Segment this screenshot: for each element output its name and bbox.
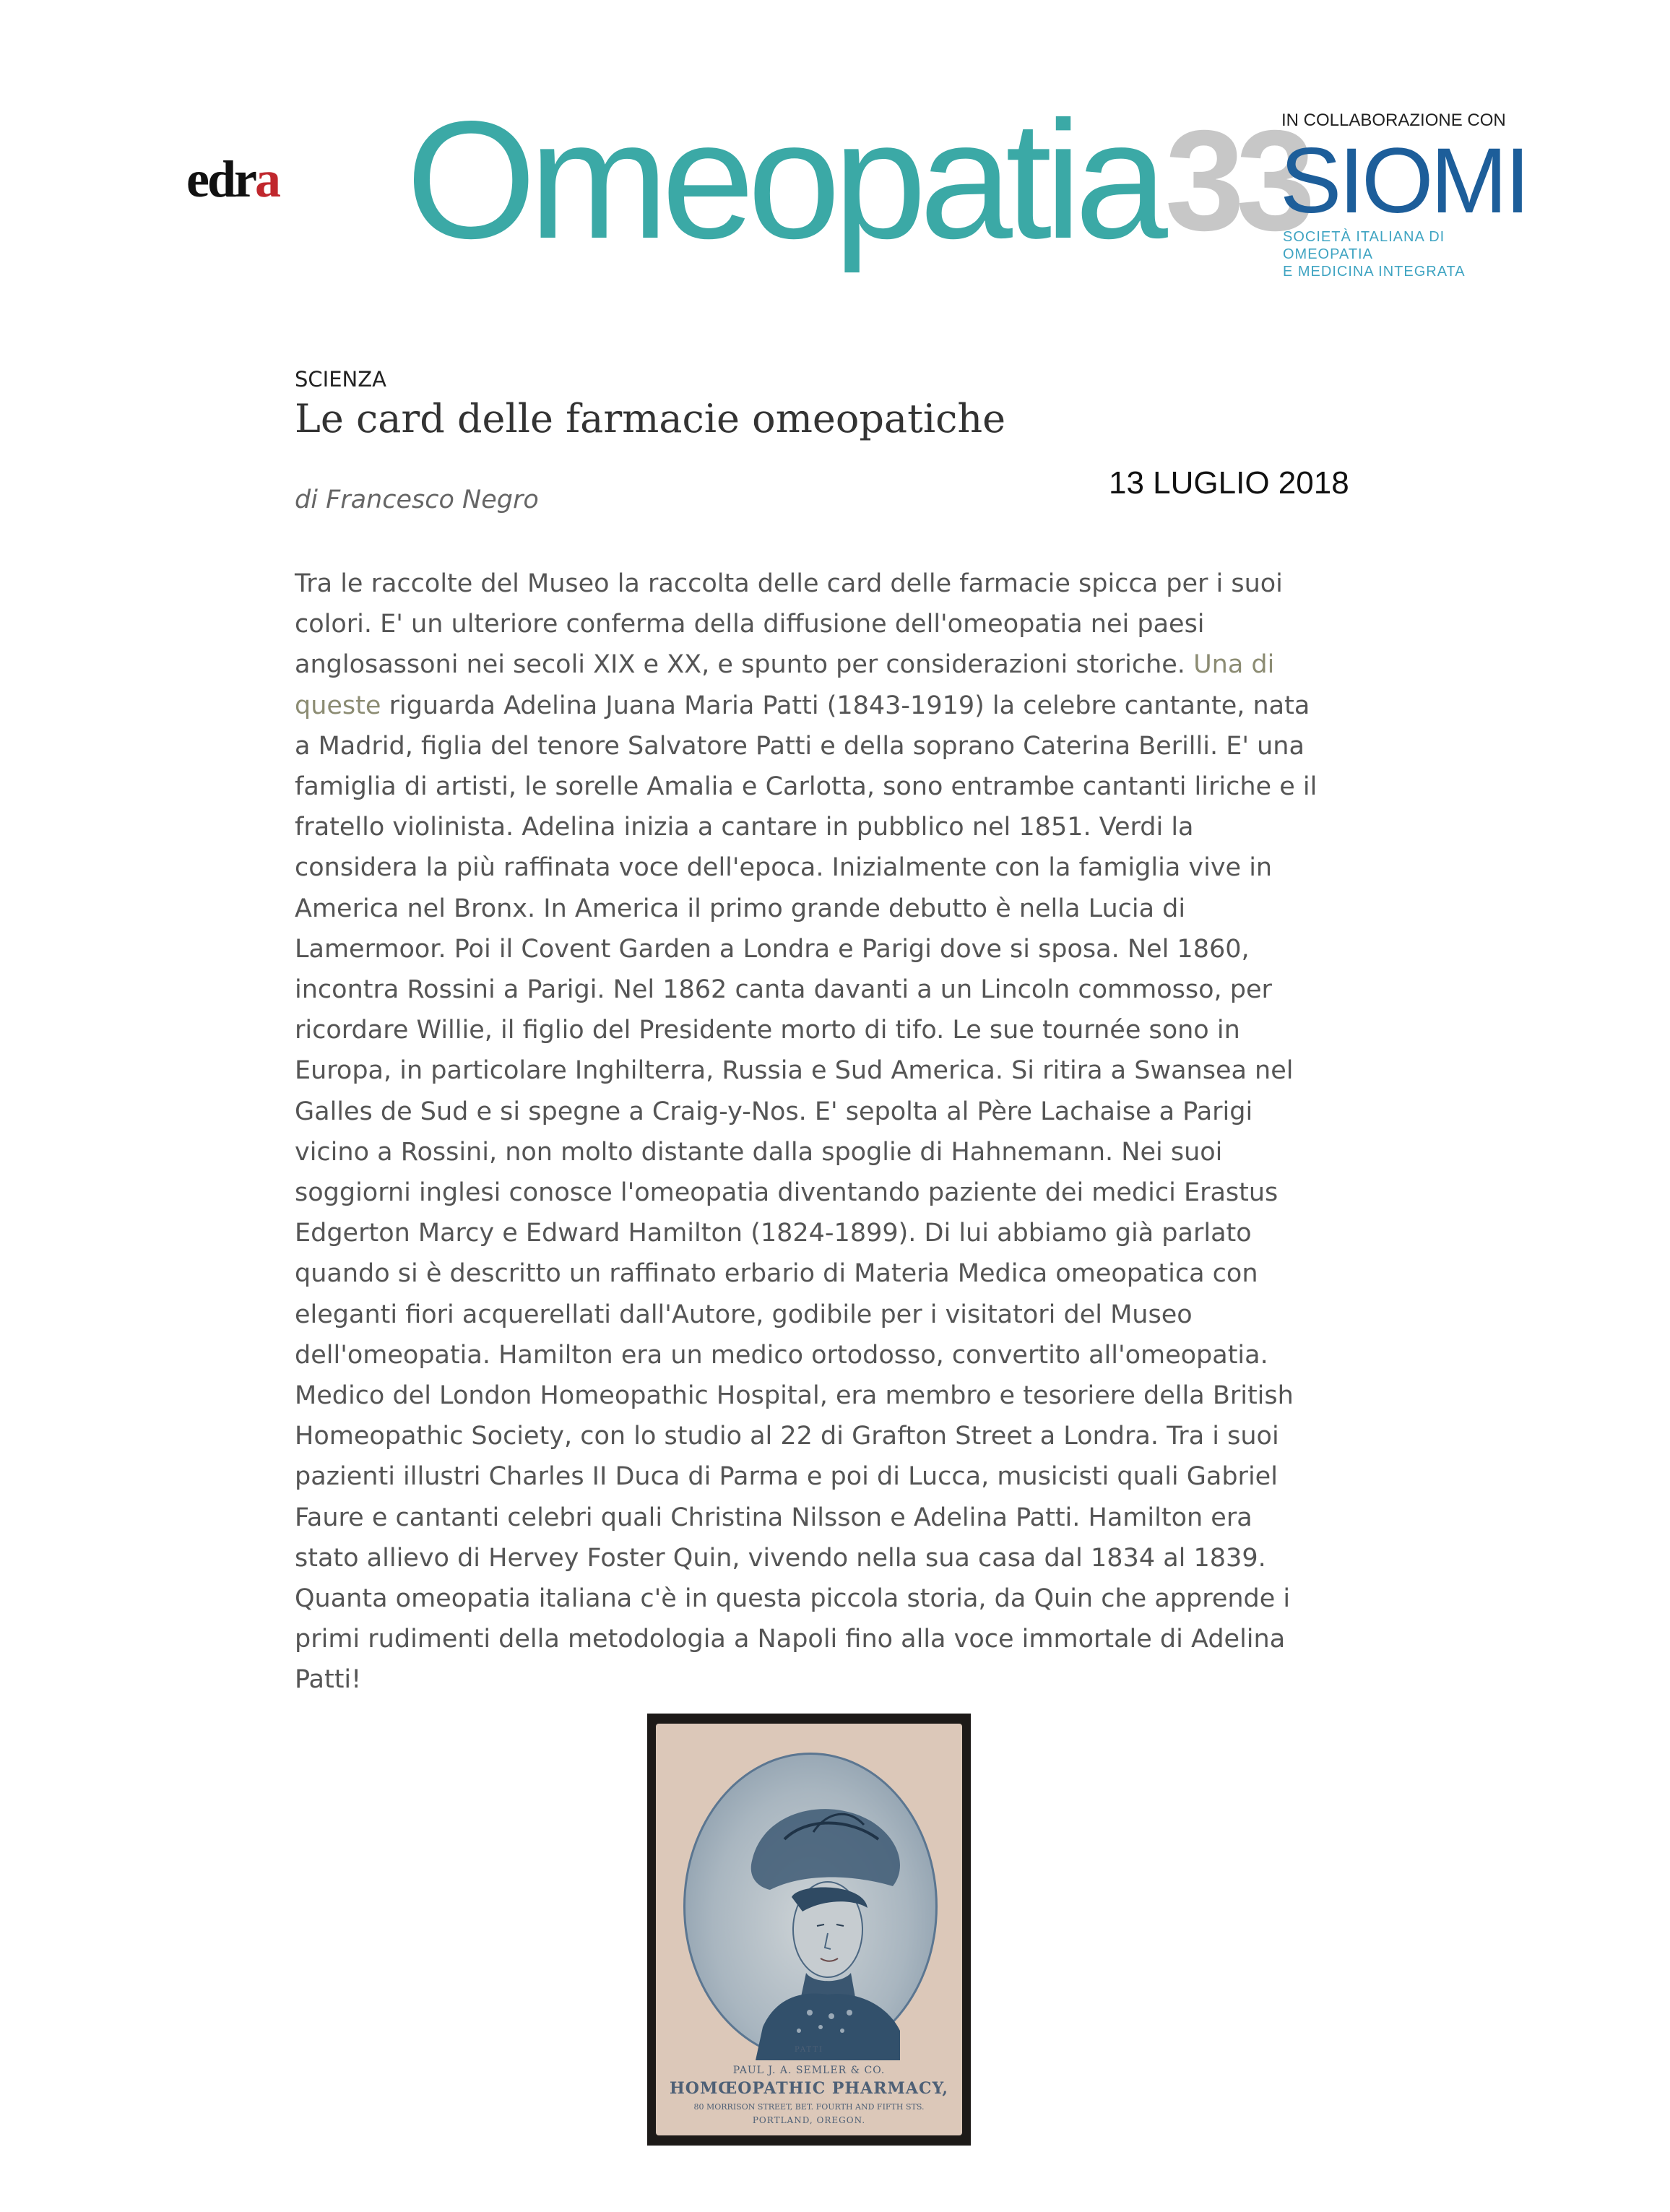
body-line: eleganti fiori acquerellati dall'Autore, godibile per i visitatori del Museo [295, 1300, 1193, 1329]
body-line: fratello violinista. Adelina inizia a cantare in pubblico nel 1851. Verdi la [295, 813, 1194, 842]
masthead-logo[interactable] [406, 87, 1307, 282]
body-line: incontra Rossini a Parigi. Nel 1862 canta davanti a un Lincoln commosso, per [295, 975, 1272, 1005]
partner-subtitle-line2: E MEDICINA INTEGRATA [1283, 264, 1466, 280]
card-pharmacy-city: PORTLAND, OREGON. [752, 2115, 866, 2125]
body-line: stato allievo di Hervey Foster Quin, vivendo nella sua casa dal 1834 al 1839. [295, 1543, 1266, 1573]
article-title: Le card delle farmacie omeopatiche [295, 396, 1006, 441]
body-line: Patti! [295, 1665, 362, 1695]
body-line: colori. E' un ulteriore conferma della diffusione dell'omeopatia nei paesi [295, 610, 1205, 639]
body-line: pazienti illustri Charles II Duca di Parma e poi di Lucca, musicisti quali Gabriel [295, 1462, 1278, 1492]
body-line: soggiorni inglesi conosce l'omeopatia diventando paziente dei medici Erastus [295, 1178, 1279, 1208]
card-pharmacy-address: 80 MORRISON STREET, BET. FOURTH AND FIFTH STS. [693, 2102, 925, 2112]
body-line-text: anglosassoni nei secoli XIX e XX, e spunto per considerazioni storiche. [295, 650, 1185, 680]
partner-subtitle [1283, 228, 1528, 280]
body-line: Europa, in particolare Inghilterra, Russia e Sud America. Si ritira a Swansea nel [295, 1056, 1294, 1086]
pharmacy-card-image [647, 1714, 971, 2146]
partner-logo[interactable]: SIOMI [1280, 129, 1528, 233]
body-line: quando si è descritto un raffinato erbario di Materia Medica omeopatica con [295, 1259, 1258, 1289]
article-date: 13 LUGLIO 2018 [1109, 465, 1349, 501]
article-author: di Francesco Negro [295, 485, 539, 514]
body-line: Galles de Sud e si spegne a Craig-y-Nos. E' sepolta al Père Lachaise a Parigi [295, 1097, 1253, 1126]
article-link-part1[interactable]: Una di [1193, 650, 1275, 680]
body-line: a Madrid, figlia del tenore Salvatore Patti e della soprano Caterina Berilli. E' una [295, 731, 1305, 761]
body-line: primi rudimenti della metodologia a Napoli fino alla voce immortale di Adelina [295, 1625, 1286, 1654]
body-line: Faure e cantanti celebri quali Christina Nilsson e Adelina Patti. Hamilton era [295, 1503, 1252, 1532]
body-line: vicino a Rossini, non molto distante dalla spoglie di Hahnemann. Nei suoi [295, 1137, 1223, 1167]
publisher-logo [186, 150, 279, 208]
collaboration-label: IN COLLABORAZIONE CON [1281, 111, 1506, 130]
card-pharmacy-owner: PAUL J. A. SEMLER & CO. [732, 2065, 886, 2076]
article-section: SCIENZA [295, 367, 386, 392]
publisher-logo-accent: a [254, 150, 279, 208]
card-pharmacy-name: HOMŒOPATHIC PHARMACY, [670, 2079, 948, 2098]
body-line: America nel Bronx. In America il primo grande debutto è nella Lucia di [295, 894, 1186, 923]
card-caption-name: PATTI [795, 2046, 823, 2054]
body-line: Medico del London Homeopathic Hospital, era membro e tesoriere della British [295, 1381, 1294, 1411]
portrait-illustration [683, 1753, 938, 2060]
body-line: ricordare Willie, il figlio del Presidente morto di tifo. Le sue tournée sono in [295, 1016, 1240, 1045]
card-surface [656, 1724, 962, 2135]
body-line: considera la più raffinata voce dell'epoca. Inizialmente con la famiglia vive in [295, 853, 1273, 883]
masthead-word: Omeopatia [406, 87, 1161, 274]
body-line: Quanta omeopatia italiana c'è in questa piccola storia, da Quin che apprende i [295, 1584, 1291, 1614]
body-line: Tra le raccolte del Museo la raccolta delle card delle farmacie spicca per i suoi [295, 569, 1283, 598]
body-line: Edgerton Marcy e Edward Hamilton (1824-1899). Di lui abbiamo già parlato [295, 1219, 1252, 1248]
body-line: Lamermoor. Poi il Covent Garden a Londra e Parigi dove si sposa. Nel 1860, [295, 934, 1250, 964]
article-body [295, 563, 1407, 1701]
body-line: dell'omeopatia. Hamilton era un medico ortodosso, convertito all'omeopatia. [295, 1340, 1268, 1370]
body-line [295, 686, 1407, 726]
body-line: Homeopathic Society, con lo studio al 22 di Grafton Street a Londra. Tra i suoi [295, 1422, 1279, 1451]
masthead-number: 33 [1164, 100, 1307, 260]
body-line-text: riguarda Adelina Juana Maria Patti (1843-1919) la celebre cantante, nata [389, 691, 1310, 720]
body-line: famiglia di artisti, le sorelle Amalia e Carlotta, sono entrambe cantanti liriche e il [295, 772, 1318, 802]
body-line [295, 644, 1407, 685]
publisher-logo-text: edra [186, 150, 279, 208]
article-link-part2[interactable]: queste [295, 691, 381, 720]
partner-subtitle-line1: SOCIETÀ ITALIANA DI OMEOPATIA [1283, 229, 1445, 262]
